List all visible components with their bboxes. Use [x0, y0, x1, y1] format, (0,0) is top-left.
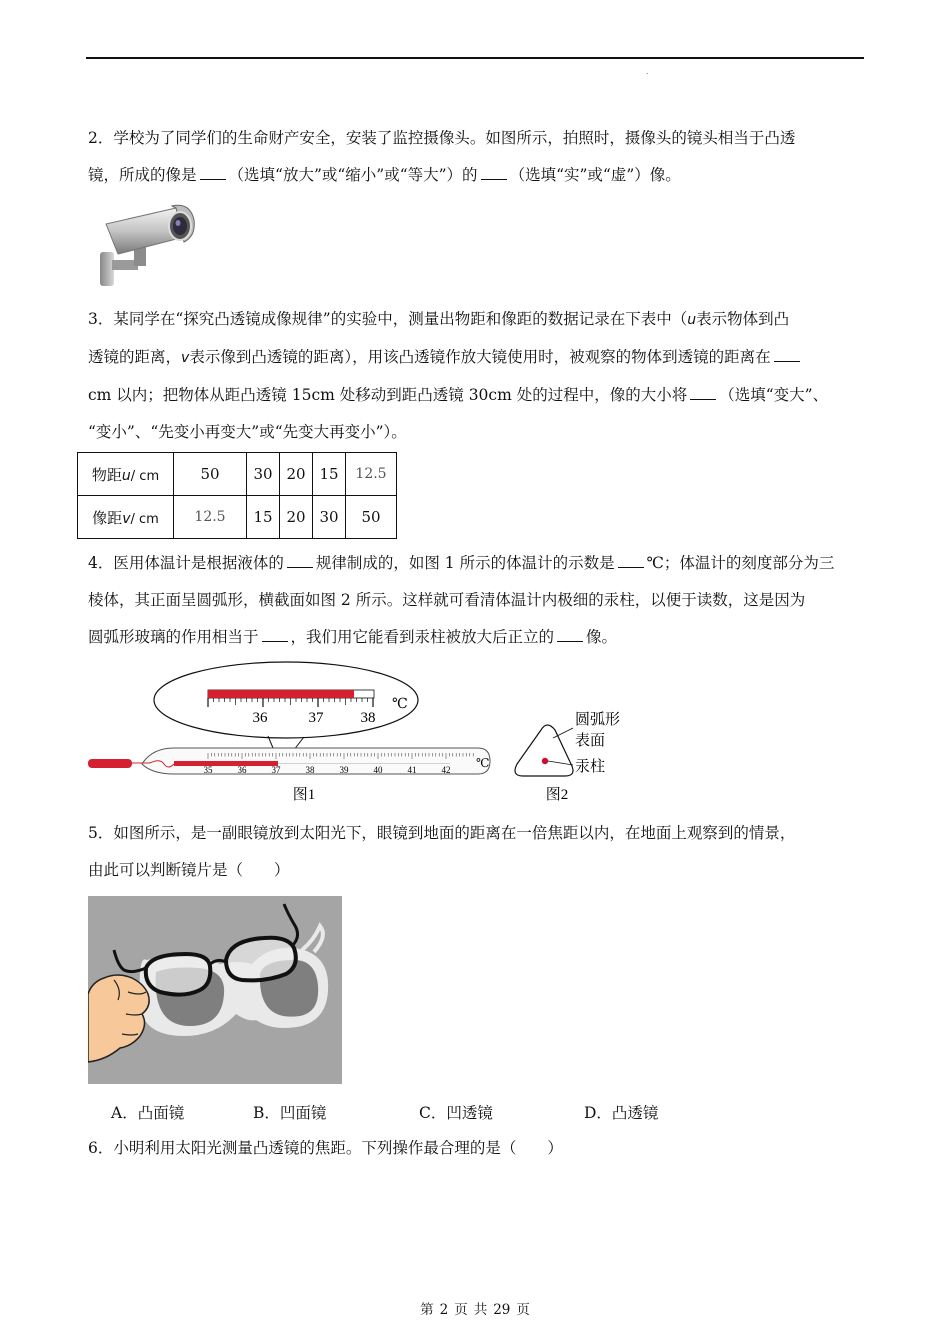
- q4-line3: [88, 619, 864, 656]
- table-cell: 15: [313, 453, 346, 496]
- scale-label: 36: [237, 765, 247, 775]
- q4-blank-4[interactable]: [557, 627, 583, 642]
- q4-blank-3[interactable]: [262, 627, 288, 642]
- q2-text-a: 镜，所成的像是: [88, 166, 197, 184]
- q2-text-c: （选填“实”或“虚”）像。: [509, 166, 681, 184]
- q4-text-3a: 圆弧形玻璃的作用相当于: [88, 628, 259, 646]
- figure2-caption: 图2: [545, 787, 569, 803]
- thermometer-unit: ℃: [476, 756, 490, 770]
- scale-label: 39: [339, 765, 349, 775]
- table-cell: 50: [174, 453, 247, 496]
- q3-var-v: v: [181, 350, 190, 366]
- q3-blank-1[interactable]: [774, 347, 800, 362]
- option-c[interactable]: C．凹透镜: [419, 1104, 493, 1122]
- footer-prefix: 第: [420, 1302, 434, 1318]
- q4-line2: 棱体，其正面呈圆弧形，横截面如图 2 所示。这样就可看清体温计内极细的汞柱，以便于读数，这是因为: [88, 591, 806, 609]
- table-row-image-distance: [78, 496, 397, 539]
- security-camera-image: [96, 202, 200, 290]
- table-cell: 15: [247, 496, 280, 539]
- q3-line2: [88, 339, 864, 377]
- table-cell: 30: [313, 496, 346, 539]
- scale-label: 35: [203, 765, 213, 775]
- table-cell: 30: [247, 453, 280, 496]
- q3-text-1a: 3．某同学在“探究凸透镜成像规律”的实验中，测量出物距和像距的数据记录在下表中（: [88, 310, 688, 328]
- q6-line1: 6．小明利用太阳光测量凸透镜的焦距。下列操作最合理的是（ ）: [88, 1139, 563, 1157]
- q4-line1: [88, 545, 864, 582]
- q3-text-3a: cm 以内；把物体从距凸透镜 15cm 处移动到距凸透镜 30cm 处的过程中，像的大小将: [88, 386, 688, 404]
- table-cell: 12.5: [174, 496, 247, 539]
- q3-var-u: u: [687, 312, 697, 328]
- glasses-sunlight-image: [88, 896, 342, 1084]
- scale-label: 40: [373, 765, 383, 775]
- q4-blank-2[interactable]: [618, 553, 644, 568]
- q5-options: [0, 1101, 950, 1127]
- thermometer-mercury-column: [174, 761, 278, 766]
- figure1-caption: 图1: [292, 787, 316, 803]
- scale-label: 41: [407, 765, 417, 775]
- label-arc-surface-1: 圆弧形: [575, 710, 621, 728]
- mercury-dot: [542, 758, 548, 764]
- q3-line4: “变小”、“先变小再变大”或“先变大再变小”）。: [88, 423, 407, 441]
- q5-line2: 由此可以判断镜片是（ ）: [88, 861, 290, 879]
- footer-total-pages: 29: [493, 1302, 511, 1318]
- zoom-mercury-column: [208, 690, 354, 698]
- table-row-object-distance: [78, 453, 397, 496]
- header-dot: .: [646, 67, 649, 76]
- footer-mid1: 页: [454, 1302, 468, 1318]
- q4-blank-1[interactable]: [287, 553, 313, 568]
- question-4: [88, 545, 864, 656]
- scale-label: 37: [271, 765, 281, 775]
- scale-label: 38: [305, 765, 315, 775]
- question-2: [88, 120, 864, 194]
- question-5: [88, 815, 864, 889]
- table-cell: 20: [280, 453, 313, 496]
- q2-line1: 2．学校为了同学们的生命财产安全，安装了监控摄像头。如图所示，拍照时，摄像头的镜头相当于凸透: [88, 129, 796, 147]
- thermometer-figure: [80, 660, 500, 806]
- option-b[interactable]: B．凹面镜: [253, 1104, 327, 1122]
- q3-line3: [88, 377, 864, 414]
- q2-blank-2[interactable]: [481, 165, 507, 180]
- q3-text-3b: （选填“变大”、: [719, 386, 829, 404]
- zoom-unit: ℃: [392, 696, 408, 712]
- question-6: [88, 1130, 864, 1167]
- q3-line1: [88, 301, 864, 339]
- option-a[interactable]: A．凸面镜: [111, 1104, 185, 1122]
- q4-text-3c: 像。: [586, 628, 618, 646]
- page-footer: [0, 1298, 950, 1318]
- q3-text-2a: 透镜的距离，: [88, 348, 182, 366]
- label-mercury: 汞柱: [575, 757, 606, 775]
- footer-page-number: 2: [439, 1302, 449, 1318]
- q4-text-1b: 规律制成的，如图 1 所示的体温计的示数是: [315, 554, 615, 572]
- q5-line1: 5．如图所示，是一副眼镜放到太阳光下，眼镜到地面的距离在一倍焦距以内，在地面上观察到的情景，: [88, 824, 796, 842]
- thermometer-bulb: [88, 759, 132, 768]
- table-row-label: 像距v/ cm: [78, 496, 174, 539]
- q2-text-b: （选填“放大”或“缩小”或“等大”）的: [228, 166, 478, 184]
- q3-text-2b: 表示像到凸透镜的距离），用该凸透镜作放大镜使用时，被观察的物体到透镜的距离在: [189, 348, 771, 366]
- q3-blank-2[interactable]: [690, 385, 716, 400]
- label-arc-surface-2: 表面: [575, 731, 606, 749]
- header-rule: [86, 57, 864, 59]
- table-cell: 12.5: [346, 453, 397, 496]
- q3-text-1b: 表示物体到凸: [696, 310, 790, 328]
- zoom-label-36: 36: [252, 710, 268, 726]
- q2-blank-1[interactable]: [200, 165, 226, 180]
- distance-table: [77, 452, 397, 539]
- option-d[interactable]: D．凸透镜: [584, 1104, 659, 1122]
- table-cell: 50: [346, 496, 397, 539]
- zoom-label-38: 38: [360, 710, 376, 726]
- q4-text-1a: 4．医用体温计是根据液体的: [88, 554, 284, 572]
- question-3: [88, 301, 864, 451]
- cross-section-figure: [505, 700, 645, 806]
- footer-mid2: 共: [473, 1302, 488, 1318]
- table-cell: 20: [280, 496, 313, 539]
- q2-line2: [88, 157, 864, 194]
- footer-suffix: 页: [516, 1302, 530, 1318]
- table-row-label: 物距u/ cm: [78, 453, 174, 496]
- q4-text-1c: ℃；体温计的刻度部分为三: [646, 554, 835, 572]
- q4-text-3b: ，我们用它能看到汞柱被放大后正立的: [290, 628, 555, 646]
- zoom-label-37: 37: [308, 710, 324, 726]
- scale-label: 42: [441, 765, 451, 775]
